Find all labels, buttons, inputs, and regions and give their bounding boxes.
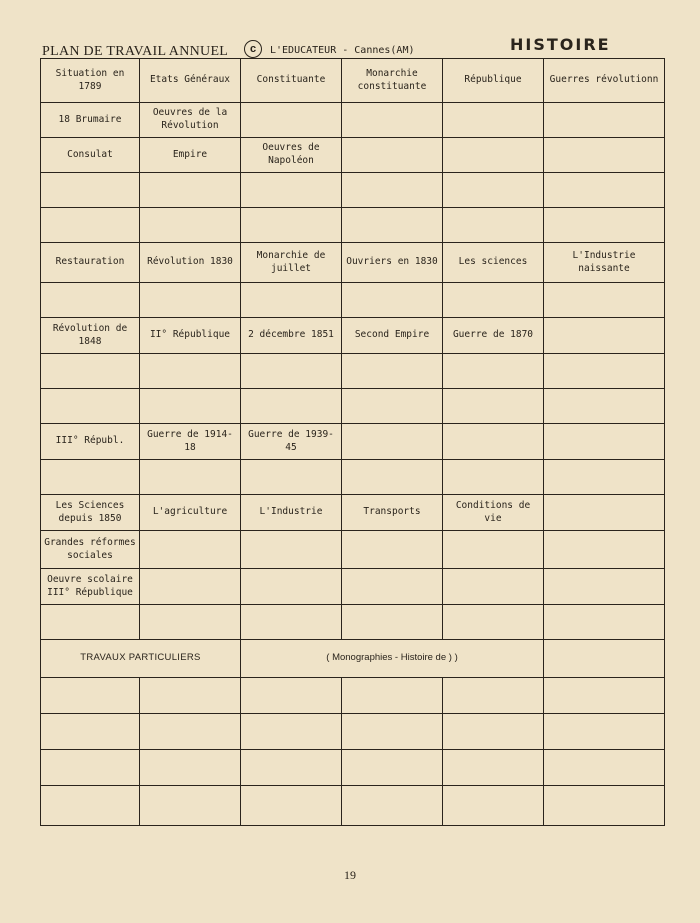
table-cell: Monarchie de juillet	[241, 243, 342, 283]
table-row	[41, 460, 665, 495]
table-row	[41, 283, 665, 318]
table-cell	[544, 605, 665, 640]
table-cell	[140, 173, 241, 208]
table-cell	[41, 389, 140, 424]
table-cell: III° Républ.	[41, 424, 140, 460]
copyright-icon: c	[244, 40, 262, 58]
table-row	[41, 750, 665, 786]
table-cell	[544, 208, 665, 243]
table-cell	[342, 354, 443, 389]
table-cell	[140, 569, 241, 605]
table-cell	[443, 138, 544, 173]
table-cell	[342, 750, 443, 786]
table-cell	[443, 424, 544, 460]
table-row	[41, 389, 665, 424]
table-cell	[544, 786, 665, 826]
table-cell: Grandes réformes sociales	[41, 531, 140, 569]
subject-title: HISTOIRE	[510, 35, 611, 54]
table-cell	[342, 208, 443, 243]
table-cell: Empire	[140, 138, 241, 173]
table-row	[41, 424, 665, 460]
table-cell	[41, 354, 140, 389]
table-cell	[241, 531, 342, 569]
table-cell	[342, 103, 443, 138]
table-cell	[443, 283, 544, 318]
table-cell	[544, 460, 665, 495]
table-cell	[241, 678, 342, 714]
table-row	[41, 243, 665, 283]
table-cell	[140, 750, 241, 786]
table-cell	[443, 208, 544, 243]
table-row	[41, 173, 665, 208]
table-cell: Restauration	[41, 243, 140, 283]
plan-title: PLAN DE TRAVAIL ANNUEL	[42, 44, 229, 59]
table-cell: Guerres révolutionn	[544, 59, 665, 103]
table-cell	[443, 786, 544, 826]
table-cell: République	[443, 59, 544, 103]
table-row	[41, 605, 665, 640]
table-cell	[544, 173, 665, 208]
table-row	[41, 640, 665, 678]
table-cell	[342, 531, 443, 569]
table-cell	[342, 460, 443, 495]
table-cell: Guerre de 1939-45	[241, 424, 342, 460]
table-cell: L'Industrie naissante	[544, 243, 665, 283]
table-cell	[544, 531, 665, 569]
table-cell	[140, 208, 241, 243]
table-cell: Second Empire	[342, 318, 443, 354]
table-cell	[241, 569, 342, 605]
table-row	[41, 678, 665, 714]
table-cell	[443, 173, 544, 208]
table-cell	[443, 389, 544, 424]
table-cell: Conditions de vie	[443, 495, 544, 531]
table-cell	[140, 605, 241, 640]
table-cell: Etats Généraux	[140, 59, 241, 103]
table-row	[41, 786, 665, 826]
table-cell: Révolution 1830	[140, 243, 241, 283]
table-cell	[544, 354, 665, 389]
table-cell	[41, 786, 140, 826]
table-cell	[241, 605, 342, 640]
table-cell	[544, 103, 665, 138]
page-number: 19	[344, 868, 356, 882]
table-cell: 18 Brumaire	[41, 103, 140, 138]
table-cell	[241, 786, 342, 826]
table-cell	[443, 569, 544, 605]
table-cell: Ouvriers en 1830	[342, 243, 443, 283]
table-cell	[342, 569, 443, 605]
table-row	[41, 714, 665, 750]
table-cell	[342, 714, 443, 750]
table-cell: Guerre de 1914-18	[140, 424, 241, 460]
table-cell	[140, 460, 241, 495]
table-cell: Révolution de 1848	[41, 318, 140, 354]
table-row	[41, 531, 665, 569]
table-cell	[241, 173, 342, 208]
table-cell	[140, 283, 241, 318]
table-cell	[544, 138, 665, 173]
table-cell: Situation en 1789	[41, 59, 140, 103]
table-row	[41, 103, 665, 138]
table-cell	[140, 786, 241, 826]
table-cell	[544, 714, 665, 750]
table-cell	[140, 678, 241, 714]
table-cell: 2 décembre 1851	[241, 318, 342, 354]
table-cell	[140, 354, 241, 389]
table-cell	[241, 750, 342, 786]
table-cell	[443, 531, 544, 569]
table-row	[41, 318, 665, 354]
table-cell: Monarchie constituante	[342, 59, 443, 103]
table-cell	[342, 786, 443, 826]
table-cell	[443, 103, 544, 138]
table-row	[41, 354, 665, 389]
table-cell: L'Industrie	[241, 495, 342, 531]
table-cell	[443, 750, 544, 786]
table-cell	[443, 714, 544, 750]
table-cell	[140, 531, 241, 569]
table-cell	[241, 389, 342, 424]
table-cell	[241, 208, 342, 243]
table-cell	[342, 605, 443, 640]
table-cell: Les sciences	[443, 243, 544, 283]
table-cell: Consulat	[41, 138, 140, 173]
table-cell	[342, 424, 443, 460]
publisher-line: L'EDUCATEUR - Cannes(AM)	[270, 45, 415, 56]
table-row	[41, 569, 665, 605]
table-cell	[342, 173, 443, 208]
table-cell	[241, 714, 342, 750]
table-cell	[41, 173, 140, 208]
work-plan-table	[40, 58, 665, 826]
table-cell	[443, 460, 544, 495]
table-cell	[544, 495, 665, 531]
table-cell	[544, 389, 665, 424]
table-cell	[41, 678, 140, 714]
table-cell	[342, 283, 443, 318]
table-cell: Oeuvre scolaire III° République	[41, 569, 140, 605]
table-cell	[544, 678, 665, 714]
table-cell	[544, 750, 665, 786]
table-cell	[342, 678, 443, 714]
table-cell	[544, 569, 665, 605]
table-cell	[544, 424, 665, 460]
table-cell	[41, 750, 140, 786]
table-row	[41, 59, 665, 103]
table-cell	[443, 678, 544, 714]
table-cell: II° République	[140, 318, 241, 354]
table-cell: L'agriculture	[140, 495, 241, 531]
travaux-note: ( Monographies - Histoire de ) )	[241, 640, 544, 678]
table-cell	[342, 138, 443, 173]
table-cell	[544, 283, 665, 318]
table-cell	[41, 460, 140, 495]
table-cell: Oeuvres de la Révolution	[140, 103, 241, 138]
table-cell: Constituante	[241, 59, 342, 103]
table-cell	[41, 208, 140, 243]
table-cell	[443, 354, 544, 389]
table-cell: Guerre de 1870	[443, 318, 544, 354]
table-cell	[443, 605, 544, 640]
table-cell	[140, 714, 241, 750]
table-cell	[41, 714, 140, 750]
table-row	[41, 495, 665, 531]
table-cell	[342, 389, 443, 424]
table-cell: Transports	[342, 495, 443, 531]
table-row	[41, 138, 665, 173]
table-cell	[41, 283, 140, 318]
table-cell: Oeuvres de Napoléon	[241, 138, 342, 173]
table-cell	[241, 460, 342, 495]
table-cell	[241, 103, 342, 138]
table-cell	[140, 389, 241, 424]
table-cell	[544, 640, 665, 678]
travaux-label: TRAVAUX PARTICULIERS	[41, 640, 241, 678]
table-cell	[41, 605, 140, 640]
table-cell	[241, 354, 342, 389]
table-row	[41, 208, 665, 243]
table-cell	[544, 318, 665, 354]
table-cell: Les Sciences depuis 1850	[41, 495, 140, 531]
table-cell	[241, 283, 342, 318]
